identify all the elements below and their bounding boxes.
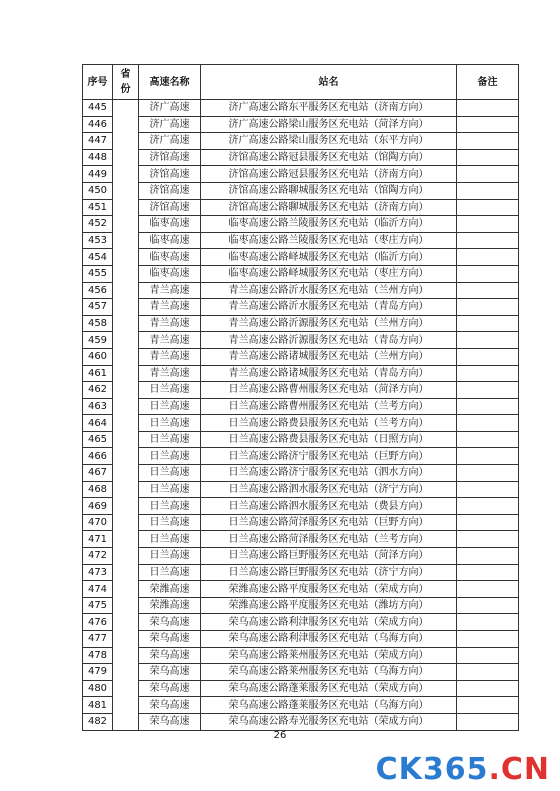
row-note-cell bbox=[457, 514, 519, 531]
row-note-cell bbox=[457, 398, 519, 415]
row-station-cell: 临枣高速公路兰陵服务区充电站（临沂方向） bbox=[201, 216, 457, 233]
row-note-cell bbox=[457, 282, 519, 299]
watermark-ck: CK bbox=[375, 752, 423, 787]
row-no-cell: 471 bbox=[83, 531, 113, 548]
row-highway-cell: 济馆高速 bbox=[139, 149, 201, 166]
row-station-cell: 日兰高速公路泗水服务区充电站（费县方向） bbox=[201, 498, 457, 515]
row-note-cell bbox=[457, 133, 519, 150]
row-highway-cell: 青兰高速 bbox=[139, 365, 201, 382]
row-highway-cell: 日兰高速 bbox=[139, 481, 201, 498]
row-highway-cell: 荣乌高速 bbox=[139, 647, 201, 664]
row-station-cell: 荣乌高速公路利津服务区充电站（荣成方向） bbox=[201, 614, 457, 631]
row-highway-cell: 青兰高速 bbox=[139, 315, 201, 332]
row-note-cell bbox=[457, 498, 519, 515]
table-row bbox=[83, 265, 519, 282]
row-note-cell bbox=[457, 332, 519, 349]
row-no-cell: 473 bbox=[83, 564, 113, 581]
row-highway-cell: 荣乌高速 bbox=[139, 664, 201, 681]
watermark-cn: CN bbox=[500, 752, 550, 787]
table-row bbox=[83, 713, 519, 730]
header-province bbox=[113, 65, 139, 100]
row-no-cell: 456 bbox=[83, 282, 113, 299]
row-no-cell: 475 bbox=[83, 597, 113, 614]
charging-station-table bbox=[82, 64, 519, 731]
row-no-cell: 467 bbox=[83, 465, 113, 482]
row-note-cell bbox=[457, 348, 519, 365]
row-station-cell: 日兰高速公路曹州服务区充电站（兰考方向） bbox=[201, 398, 457, 415]
row-no-cell: 468 bbox=[83, 481, 113, 498]
watermark-dot: . bbox=[488, 752, 501, 787]
row-no-cell: 478 bbox=[83, 647, 113, 664]
row-highway-cell: 日兰高速 bbox=[139, 514, 201, 531]
row-station-cell: 荣乌高速公路寿光服务区充电站（荣成方向） bbox=[201, 713, 457, 730]
row-highway-cell: 临枣高速 bbox=[139, 265, 201, 282]
row-highway-cell: 荣潍高速 bbox=[139, 581, 201, 598]
row-highway-cell: 青兰高速 bbox=[139, 299, 201, 316]
header-province-text: 省份 bbox=[120, 69, 131, 95]
row-no-cell: 446 bbox=[83, 116, 113, 133]
row-station-cell: 济馆高速公路聊城服务区充电站（济南方向） bbox=[201, 199, 457, 216]
row-station-cell: 济广高速公路东平服务区充电站（济南方向） bbox=[201, 100, 457, 117]
table-row bbox=[83, 282, 519, 299]
row-highway-cell: 青兰高速 bbox=[139, 332, 201, 349]
row-station-cell: 青兰高速公路沂源服务区充电站（兰州方向） bbox=[201, 315, 457, 332]
row-highway-cell: 日兰高速 bbox=[139, 448, 201, 465]
table-row bbox=[83, 498, 519, 515]
row-note-cell bbox=[457, 199, 519, 216]
row-no-cell: 470 bbox=[83, 514, 113, 531]
table-row bbox=[83, 166, 519, 183]
row-station-cell: 日兰高速公路曹州服务区充电站（菏泽方向） bbox=[201, 382, 457, 399]
row-no-cell: 452 bbox=[83, 216, 113, 233]
row-note-cell bbox=[457, 465, 519, 482]
row-station-cell: 济馆高速公路冠县服务区充电站（馆陶方向） bbox=[201, 149, 457, 166]
row-highway-cell: 济馆高速 bbox=[139, 182, 201, 199]
table-row bbox=[83, 232, 519, 249]
table-row bbox=[83, 116, 519, 133]
table-row bbox=[83, 531, 519, 548]
row-note-cell bbox=[457, 182, 519, 199]
row-highway-cell: 日兰高速 bbox=[139, 398, 201, 415]
table-row bbox=[83, 365, 519, 382]
table-row bbox=[83, 448, 519, 465]
row-no-cell: 461 bbox=[83, 365, 113, 382]
row-note-cell bbox=[457, 680, 519, 697]
row-station-cell: 日兰高速公路费县服务区充电站（日照方向） bbox=[201, 431, 457, 448]
table-row bbox=[83, 315, 519, 332]
row-no-cell: 465 bbox=[83, 431, 113, 448]
row-highway-cell: 青兰高速 bbox=[139, 348, 201, 365]
table-row bbox=[83, 631, 519, 648]
row-note-cell bbox=[457, 664, 519, 681]
row-station-cell: 济馆高速公路聊城服务区充电站（馆陶方向） bbox=[201, 182, 457, 199]
row-station-cell: 青兰高速公路诸城服务区充电站（兰州方向） bbox=[201, 348, 457, 365]
table-row bbox=[83, 481, 519, 498]
row-note-cell bbox=[457, 382, 519, 399]
row-note-cell bbox=[457, 415, 519, 432]
row-station-cell: 济广高速公路梁山服务区充电站（菏泽方向） bbox=[201, 116, 457, 133]
row-no-cell: 448 bbox=[83, 149, 113, 166]
row-highway-cell: 日兰高速 bbox=[139, 531, 201, 548]
table-row bbox=[83, 664, 519, 681]
header-note: 备注 bbox=[457, 65, 519, 100]
row-highway-cell: 济广高速 bbox=[139, 133, 201, 150]
row-station-cell: 青兰高速公路诸城服务区充电站（青岛方向） bbox=[201, 365, 457, 382]
row-highway-cell: 日兰高速 bbox=[139, 548, 201, 565]
row-station-cell: 青兰高速公路沂水服务区充电站（兰州方向） bbox=[201, 282, 457, 299]
row-station-cell: 荣潍高速公路平度服务区充电站（潍坊方向） bbox=[201, 597, 457, 614]
row-province-cell bbox=[113, 100, 139, 731]
row-no-cell: 453 bbox=[83, 232, 113, 249]
row-no-cell: 472 bbox=[83, 548, 113, 565]
table-row bbox=[83, 614, 519, 631]
row-station-cell: 青兰高速公路沂源服务区充电站（青岛方向） bbox=[201, 332, 457, 349]
row-no-cell: 481 bbox=[83, 697, 113, 714]
row-note-cell bbox=[457, 431, 519, 448]
table-row bbox=[83, 249, 519, 266]
table-row bbox=[83, 348, 519, 365]
row-note-cell bbox=[457, 216, 519, 233]
row-station-cell: 日兰高速公路菏泽服务区充电站（巨野方向） bbox=[201, 514, 457, 531]
row-note-cell bbox=[457, 647, 519, 664]
row-no-cell: 477 bbox=[83, 631, 113, 648]
table-row bbox=[83, 100, 519, 117]
row-no-cell: 457 bbox=[83, 299, 113, 316]
row-station-cell: 荣乌高速公路蓬莱服务区充电站（乌海方向） bbox=[201, 697, 457, 714]
row-highway-cell: 济广高速 bbox=[139, 100, 201, 117]
table-row bbox=[83, 332, 519, 349]
row-note-cell bbox=[457, 564, 519, 581]
table-header-row bbox=[83, 65, 519, 100]
row-station-cell: 荣乌高速公路莱州服务区充电站（荣成方向） bbox=[201, 647, 457, 664]
row-highway-cell: 临枣高速 bbox=[139, 216, 201, 233]
row-no-cell: 463 bbox=[83, 398, 113, 415]
table-row bbox=[83, 647, 519, 664]
row-highway-cell: 日兰高速 bbox=[139, 382, 201, 399]
table-row bbox=[83, 199, 519, 216]
row-highway-cell: 临枣高速 bbox=[139, 232, 201, 249]
row-note-cell bbox=[457, 614, 519, 631]
ck365-watermark-logo bbox=[376, 752, 550, 787]
table-row bbox=[83, 431, 519, 448]
row-no-cell: 460 bbox=[83, 348, 113, 365]
row-station-cell: 日兰高速公路济宁服务区充电站（巨野方向） bbox=[201, 448, 457, 465]
row-highway-cell: 日兰高速 bbox=[139, 415, 201, 432]
row-no-cell: 469 bbox=[83, 498, 113, 515]
row-note-cell bbox=[457, 365, 519, 382]
row-highway-cell: 济馆高速 bbox=[139, 166, 201, 183]
table-row bbox=[83, 548, 519, 565]
row-note-cell bbox=[457, 265, 519, 282]
row-note-cell bbox=[457, 597, 519, 614]
row-station-cell: 日兰高速公路巨野服务区充电站（菏泽方向） bbox=[201, 548, 457, 565]
row-note-cell bbox=[457, 116, 519, 133]
row-station-cell: 荣乌高速公路蓬莱服务区充电站（荣成方向） bbox=[201, 680, 457, 697]
row-station-cell: 日兰高速公路泗水服务区充电站（济宁方向） bbox=[201, 481, 457, 498]
row-highway-cell: 荣乌高速 bbox=[139, 614, 201, 631]
row-no-cell: 445 bbox=[83, 100, 113, 117]
header-no: 序号 bbox=[83, 65, 113, 100]
row-note-cell bbox=[457, 249, 519, 266]
row-note-cell bbox=[457, 548, 519, 565]
table-row bbox=[83, 415, 519, 432]
row-station-cell: 日兰高速公路巨野服务区充电站（济宁方向） bbox=[201, 564, 457, 581]
row-highway-cell: 济广高速 bbox=[139, 116, 201, 133]
row-note-cell bbox=[457, 315, 519, 332]
row-no-cell: 459 bbox=[83, 332, 113, 349]
table-row bbox=[83, 514, 519, 531]
row-station-cell: 日兰高速公路费县服务区充电站（兰考方向） bbox=[201, 415, 457, 432]
row-note-cell bbox=[457, 100, 519, 117]
row-highway-cell: 日兰高速 bbox=[139, 564, 201, 581]
row-no-cell: 450 bbox=[83, 182, 113, 199]
table-row bbox=[83, 465, 519, 482]
row-highway-cell: 日兰高速 bbox=[139, 498, 201, 515]
row-no-cell: 454 bbox=[83, 249, 113, 266]
row-no-cell: 474 bbox=[83, 581, 113, 598]
row-no-cell: 479 bbox=[83, 664, 113, 681]
table-row bbox=[83, 597, 519, 614]
table-row bbox=[83, 182, 519, 199]
row-highway-cell: 日兰高速 bbox=[139, 465, 201, 482]
table-row bbox=[83, 564, 519, 581]
row-no-cell: 476 bbox=[83, 614, 113, 631]
row-note-cell bbox=[457, 232, 519, 249]
row-no-cell: 462 bbox=[83, 382, 113, 399]
row-no-cell: 455 bbox=[83, 265, 113, 282]
table-row bbox=[83, 382, 519, 399]
row-no-cell: 451 bbox=[83, 199, 113, 216]
row-note-cell bbox=[457, 531, 519, 548]
header-station: 站名 bbox=[201, 65, 457, 100]
row-highway-cell: 日兰高速 bbox=[139, 431, 201, 448]
row-highway-cell: 荣乌高速 bbox=[139, 713, 201, 730]
row-note-cell bbox=[457, 697, 519, 714]
row-highway-cell: 临枣高速 bbox=[139, 249, 201, 266]
row-no-cell: 482 bbox=[83, 713, 113, 730]
header-highway: 高速名称 bbox=[139, 65, 201, 100]
watermark-num: 365 bbox=[422, 752, 489, 787]
row-note-cell bbox=[457, 713, 519, 730]
row-note-cell bbox=[457, 299, 519, 316]
row-no-cell: 480 bbox=[83, 680, 113, 697]
row-highway-cell: 济馆高速 bbox=[139, 199, 201, 216]
row-no-cell: 466 bbox=[83, 448, 113, 465]
row-station-cell: 日兰高速公路菏泽服务区充电站（兰考方向） bbox=[201, 531, 457, 548]
table-row bbox=[83, 680, 519, 697]
row-highway-cell: 荣乌高速 bbox=[139, 697, 201, 714]
row-station-cell: 荣乌高速公路利津服务区充电站（乌海方向） bbox=[201, 631, 457, 648]
page-number: 26 bbox=[273, 730, 287, 741]
row-highway-cell: 青兰高速 bbox=[139, 282, 201, 299]
row-station-cell: 临枣高速公路峄城服务区充电站（枣庄方向） bbox=[201, 265, 457, 282]
row-highway-cell: 荣乌高速 bbox=[139, 680, 201, 697]
row-note-cell bbox=[457, 448, 519, 465]
table-row bbox=[83, 149, 519, 166]
row-no-cell: 458 bbox=[83, 315, 113, 332]
row-highway-cell: 荣潍高速 bbox=[139, 597, 201, 614]
row-no-cell: 449 bbox=[83, 166, 113, 183]
row-station-cell: 荣潍高速公路平度服务区充电站（荣成方向） bbox=[201, 581, 457, 598]
row-no-cell: 464 bbox=[83, 415, 113, 432]
table-row bbox=[83, 133, 519, 150]
row-note-cell bbox=[457, 581, 519, 598]
row-station-cell: 青兰高速公路沂水服务区充电站（青岛方向） bbox=[201, 299, 457, 316]
row-station-cell: 临枣高速公路兰陵服务区充电站（枣庄方向） bbox=[201, 232, 457, 249]
table-row bbox=[83, 581, 519, 598]
row-note-cell bbox=[457, 481, 519, 498]
row-station-cell: 济馆高速公路冠县服务区充电站（济南方向） bbox=[201, 166, 457, 183]
row-highway-cell: 荣乌高速 bbox=[139, 631, 201, 648]
row-note-cell bbox=[457, 149, 519, 166]
row-station-cell: 日兰高速公路济宁服务区充电站（泗水方向） bbox=[201, 465, 457, 482]
row-station-cell: 临枣高速公路峄城服务区充电站（临沂方向） bbox=[201, 249, 457, 266]
row-note-cell bbox=[457, 166, 519, 183]
table-row bbox=[83, 216, 519, 233]
row-no-cell: 447 bbox=[83, 133, 113, 150]
row-note-cell bbox=[457, 631, 519, 648]
table-row bbox=[83, 398, 519, 415]
row-station-cell: 荣乌高速公路莱州服务区充电站（乌海方向） bbox=[201, 664, 457, 681]
table-row bbox=[83, 697, 519, 714]
table-row bbox=[83, 299, 519, 316]
row-station-cell: 济广高速公路梁山服务区充电站（东平方向） bbox=[201, 133, 457, 150]
